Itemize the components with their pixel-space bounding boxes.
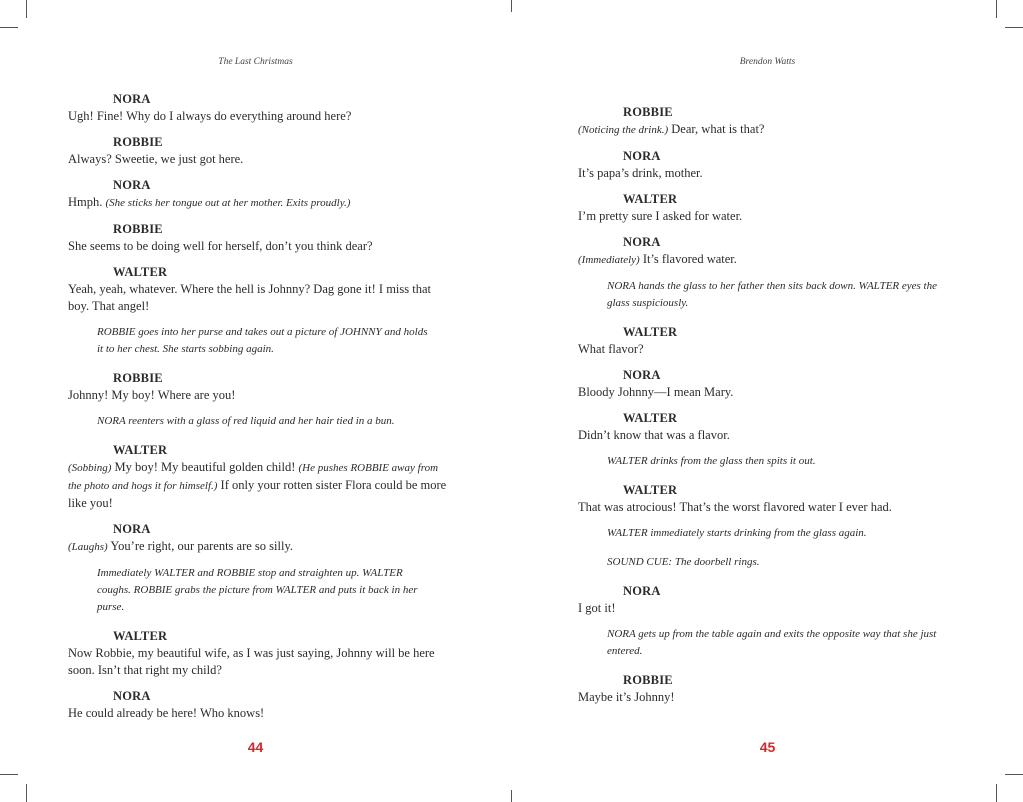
speech-block xyxy=(578,104,958,139)
speaker-name: ROBBIE xyxy=(113,371,163,385)
dialogue-text: Ugh! Fine! Why do I always do everything around here? xyxy=(68,109,352,123)
dialogue-text: It’s papa’s drink, mother. xyxy=(578,166,703,180)
dialogue-text: It’s flavored water. xyxy=(639,252,737,266)
speaker-name: ROBBIE xyxy=(623,673,673,687)
page-number: 44 xyxy=(247,739,264,755)
stage-direction: NORA reenters with a glass of red liquid and her hair tied in a bun. xyxy=(97,415,395,427)
parenthetical: (Immediately) xyxy=(578,254,640,266)
parenthetical: (Noticing the drink.) xyxy=(578,124,669,136)
dialogue-line xyxy=(68,108,448,125)
dialogue-line xyxy=(578,427,958,444)
dialogue-text: You’re right, our parents are so silly. xyxy=(107,539,294,553)
speech-block xyxy=(578,583,958,617)
dialogue-line xyxy=(578,341,958,358)
dialogue-text: That was atrocious! That’s the worst flavored water I ever had. xyxy=(578,500,892,514)
speech-block xyxy=(578,234,958,269)
dialogue-line xyxy=(578,121,958,139)
dialogue-line xyxy=(578,208,958,225)
speaker-name: WALTER xyxy=(113,265,168,279)
speech-block xyxy=(68,134,448,168)
speech-block xyxy=(578,367,958,401)
speaker-name: WALTER xyxy=(623,411,678,425)
left-page xyxy=(0,0,511,802)
speech-block xyxy=(68,688,448,722)
speech-block xyxy=(68,221,448,255)
running-head-title: The Last Christmas xyxy=(218,57,293,67)
dialogue-text: Johnny! My boy! Where are you! xyxy=(68,388,236,402)
speech-block xyxy=(578,482,958,516)
parenthetical: (Laughs) xyxy=(68,541,108,553)
dialogue-text: I got it! xyxy=(578,601,616,615)
dialogue-text: Now Robbie, my beautiful wife, as I was just saying, Johnny will be here soon. Isn’t that right my child? xyxy=(68,646,435,677)
dialogue-line xyxy=(578,499,958,516)
dialogue-text: What flavor? xyxy=(578,342,644,356)
dialogue-text: Dear, what is that? xyxy=(668,122,765,136)
speech-block xyxy=(68,442,448,512)
speaker-name: NORA xyxy=(113,92,151,106)
speaker-name: WALTER xyxy=(623,483,678,497)
dialogue-line xyxy=(68,281,448,315)
speaker-name: NORA xyxy=(623,368,661,382)
stage-direction: NORA hands the glass to her father then sits back down. WALTER eyes the glass suspiciously. xyxy=(607,280,937,309)
dialogue-line xyxy=(68,387,448,404)
right-page xyxy=(512,0,1023,802)
dialogue-text: Maybe it’s Johnny! xyxy=(578,690,675,704)
dialogue-line xyxy=(578,165,958,182)
parenthetical: (He pushes ROBBIE away from the photo and hogs it for himself.) xyxy=(68,462,439,492)
dialogue-line xyxy=(578,251,958,269)
speaker-name: WALTER xyxy=(113,443,168,457)
speech-block xyxy=(68,370,448,404)
speech-block xyxy=(578,410,958,444)
parenthetical: (Sobbing) xyxy=(68,462,112,474)
dialogue-line xyxy=(68,538,448,556)
speech-block xyxy=(68,177,448,212)
speaker-name: NORA xyxy=(113,522,151,536)
dialogue-line xyxy=(68,705,448,722)
speech-block xyxy=(68,521,448,556)
speaker-name: ROBBIE xyxy=(113,135,163,149)
speaker-name: NORA xyxy=(113,689,151,703)
dialogue-text: Hmph. xyxy=(68,195,106,209)
speech-block xyxy=(578,324,958,358)
speech-block xyxy=(68,264,448,315)
stage-direction: SOUND CUE: The doorbell rings. xyxy=(607,556,760,568)
dialogue-text: Bloody Johnny—I mean Mary. xyxy=(578,385,734,399)
dialogue-text: Didn’t know that was a flavor. xyxy=(578,428,730,442)
speech-block xyxy=(578,672,958,706)
speech-block xyxy=(68,628,448,679)
page-number: 45 xyxy=(759,739,776,755)
dialogue-line xyxy=(578,600,958,617)
speaker-name: WALTER xyxy=(623,325,678,339)
dialogue-text: She seems to be doing well for herself, don’t you think dear? xyxy=(68,239,373,253)
running-head-author: Brendon Watts xyxy=(739,57,796,67)
stage-direction: Immediately WALTER and ROBBIE stop and straighten up. WALTER coughs. ROBBIE grabs the picture from WALTER and puts it back in her purse. xyxy=(97,567,418,613)
dialogue-line xyxy=(578,689,958,706)
script-content xyxy=(578,104,958,715)
script-content xyxy=(68,91,448,731)
dialogue-text: Always? Sweetie, we just got here. xyxy=(68,152,244,166)
dialogue-line xyxy=(68,459,448,512)
parenthetical: (She sticks her tongue out at her mother. Exits proudly.) xyxy=(105,197,351,209)
speaker-name: NORA xyxy=(623,584,661,598)
speaker-name: ROBBIE xyxy=(623,105,673,119)
stage-direction: WALTER drinks from the glass then spits it out. xyxy=(607,455,816,467)
dialogue-text: My boy! My beautiful golden child! xyxy=(111,460,299,474)
speaker-name: WALTER xyxy=(623,192,678,206)
dialogue-line xyxy=(578,384,958,401)
speech-block xyxy=(68,91,448,125)
speech-block xyxy=(578,191,958,225)
speaker-name: WALTER xyxy=(113,629,168,643)
speech-block xyxy=(578,148,958,182)
speaker-name: NORA xyxy=(623,149,661,163)
dialogue-text: If only your rotten sister Flora could be more like you! xyxy=(68,478,447,510)
dialogue-text: I’m pretty sure I asked for water. xyxy=(578,209,743,223)
speaker-name: NORA xyxy=(623,235,661,249)
stage-direction: WALTER immediately starts drinking from the glass again. xyxy=(607,527,867,539)
dialogue-text: Yeah, yeah, whatever. Where the hell is Johnny? Dag gone it! I miss that boy. That angel! xyxy=(68,282,431,313)
dialogue-line xyxy=(68,194,448,212)
stage-direction: ROBBIE goes into her purse and takes out a picture of JOHNNY and holds it to her chest. She starts sobbing again. xyxy=(97,326,428,355)
dialogue-line xyxy=(68,238,448,255)
speaker-name: ROBBIE xyxy=(113,222,163,236)
dialogue-line xyxy=(68,645,448,679)
stage-direction: NORA gets up from the table again and exits the opposite way that she just entered. xyxy=(607,628,937,657)
dialogue-line xyxy=(68,151,448,168)
speaker-name: NORA xyxy=(113,178,151,192)
dialogue-text: He could already be here! Who knows! xyxy=(68,706,265,720)
